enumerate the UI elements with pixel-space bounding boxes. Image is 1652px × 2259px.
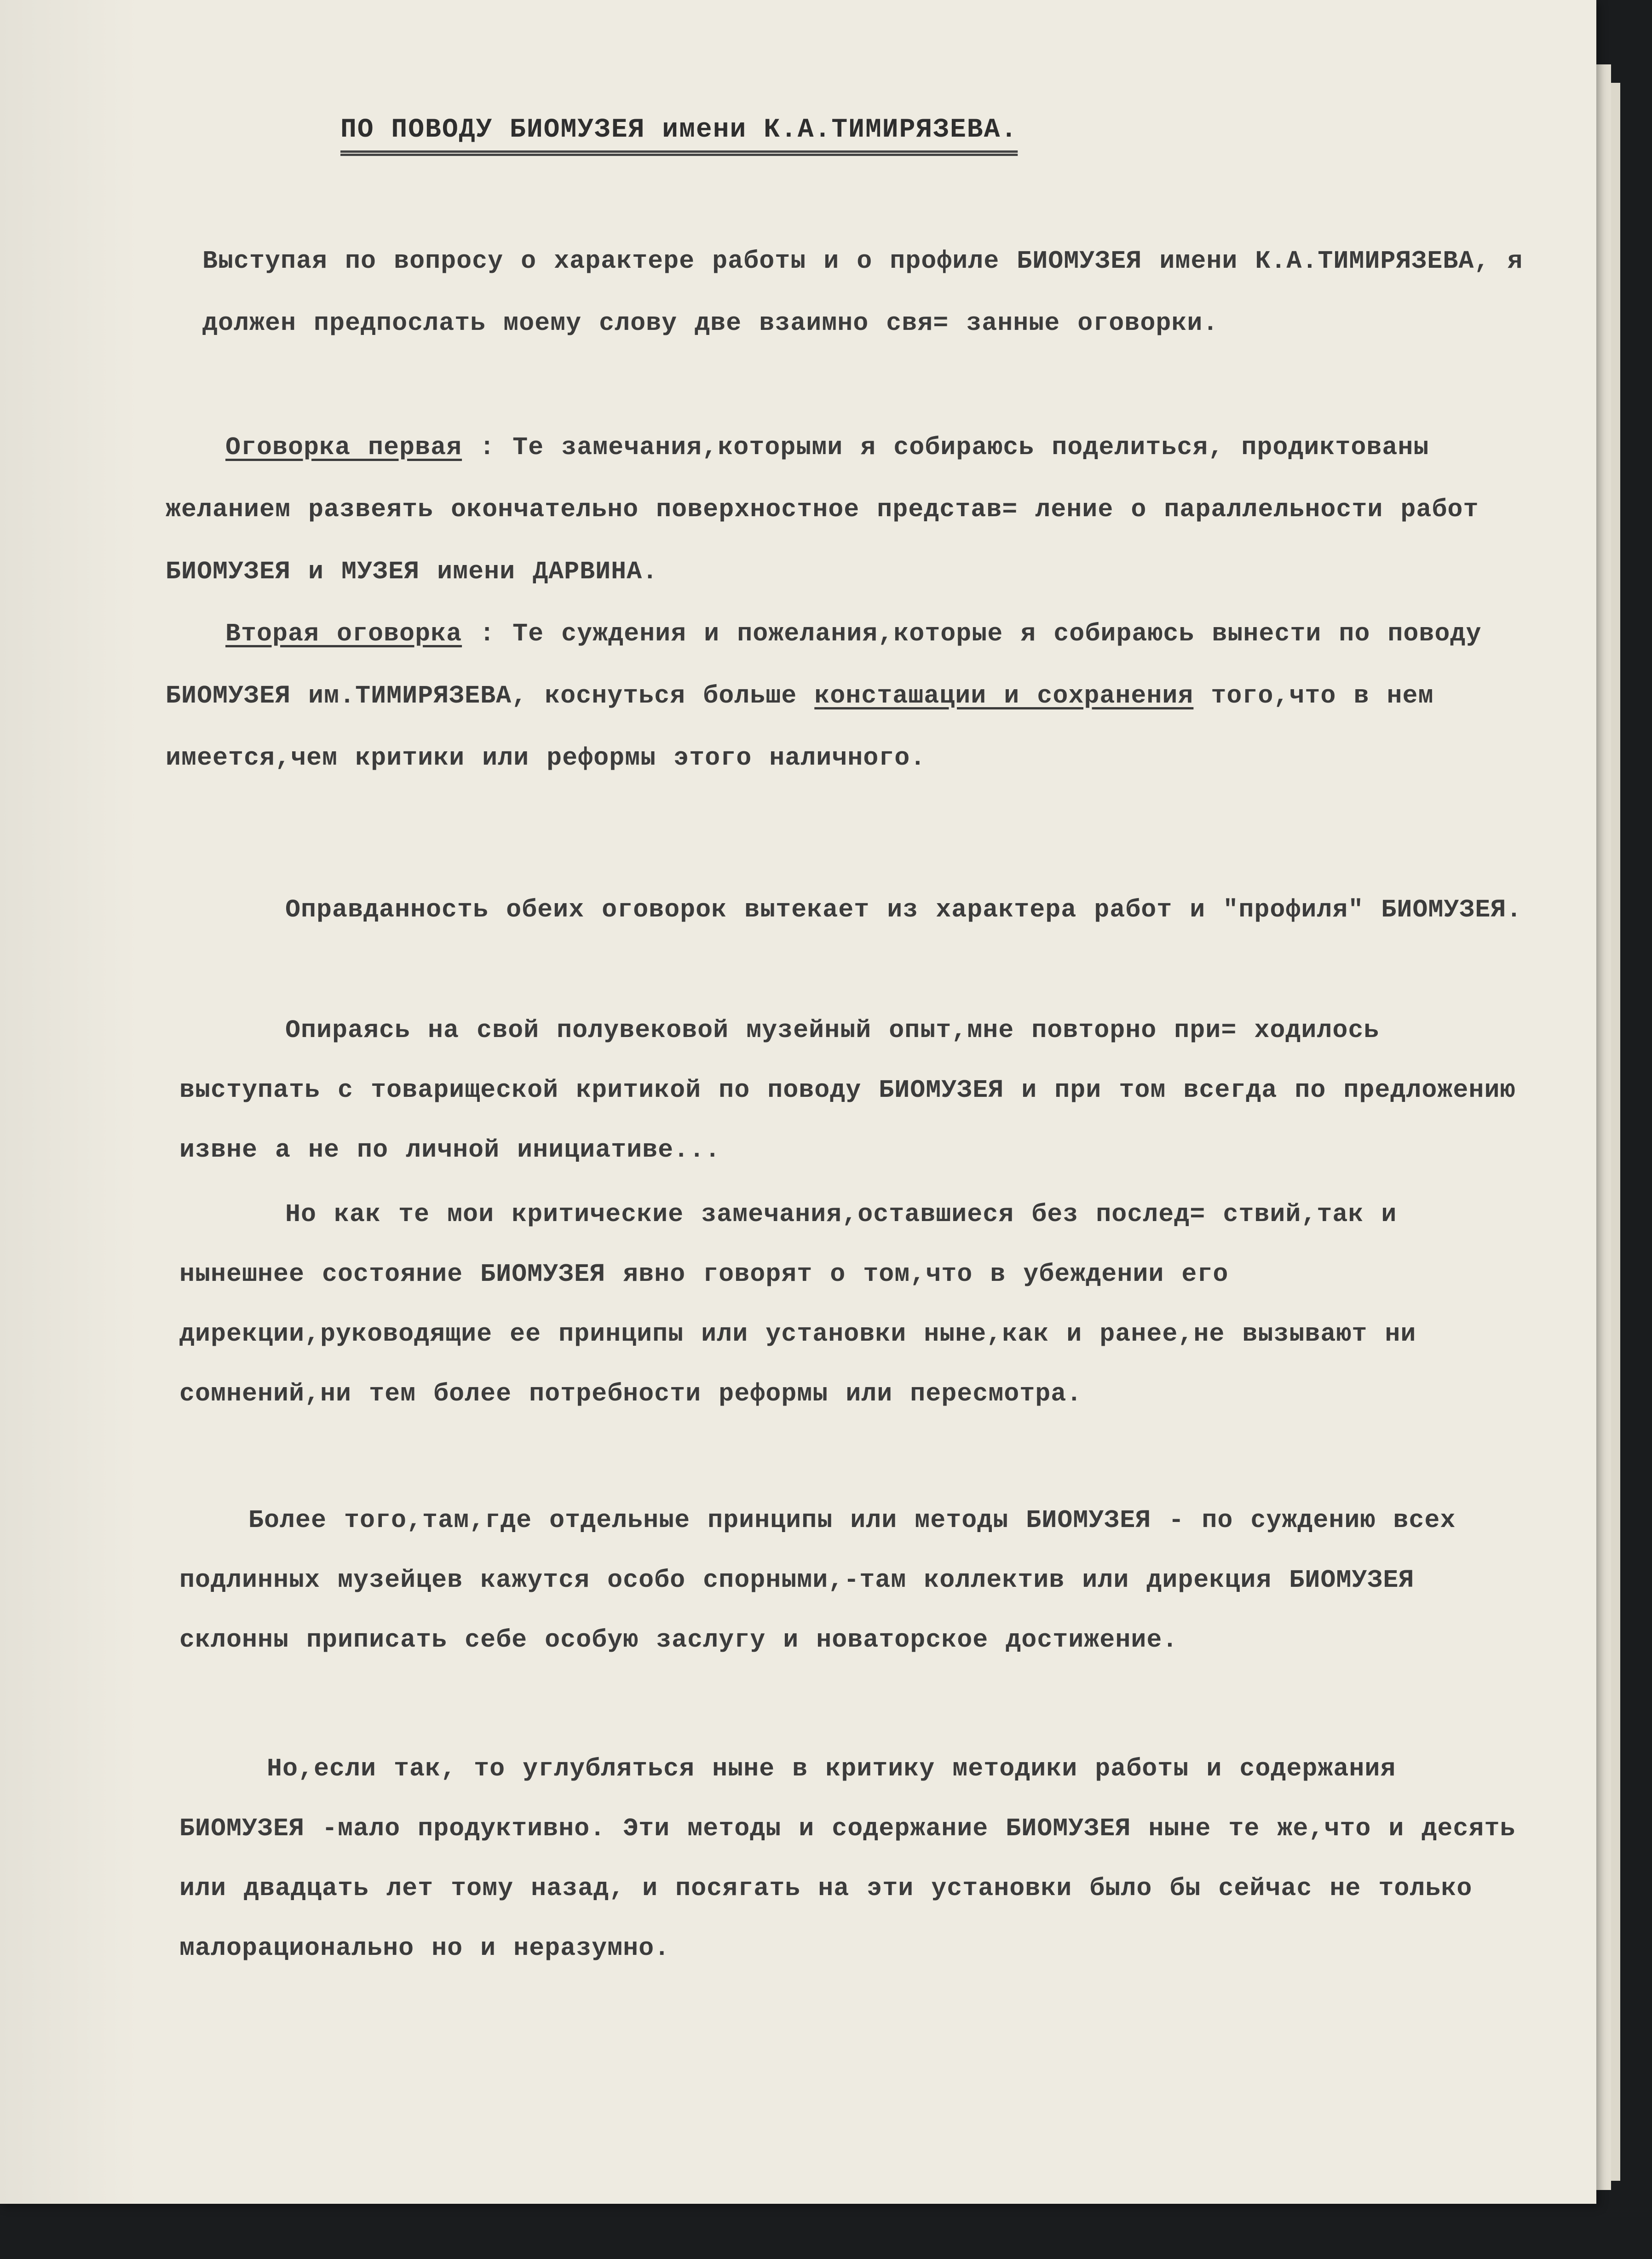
paragraph-3 (166, 603, 1537, 789)
paragraph-6: Но как те мои критические замечания,оставшиеся без послед= ствий,так и нынешнее состояние БИОМУЗЕЯ явно говорят о том,что в убеждении его дирекции,руководящие ее принципы или установки ныне,как и ранее,не вызывают ни сомнений,ни тем более потребности реформы или пересмотра. (179, 1200, 1416, 1408)
underlined-phrase: консташации и сохранения (814, 681, 1194, 710)
paragraph-1: Выступая по вопросу о характере работы и о профиле БИОМУЗЕЯ имени К.А.ТИМИРЯЗЕВА, я должен предпослать моему слову две взаимно свя= занные оговорки. (202, 247, 1523, 338)
paragraph-7: Более того,там,где отдельные принципы или методы БИОМУЗЕЯ - по суждению всех подлинных музейцев кажутся особо спорными,-там коллектив или дирекция БИОМУЗЕЯ склонны приписать себе особую заслугу и новаторское достижение. (179, 1506, 1456, 1654)
paragraph-text: : Те замечания,которыми я собираюсь поделиться, продиктованы желанием развеять окончательно поверхностное представ= ление о параллельности работ БИОМУЗЕЯ и МУЗЕЯ имени ДАРВИНА. (166, 433, 1479, 586)
underlined-phrase: Оговорка первая (225, 433, 462, 462)
paragraph-text: : Те суждения и пожелания,которые я собираюсь вынести по поводу БИОМУЗЕЯ им.ТИМИРЯЗЕВА, коснуться больше (166, 619, 1482, 710)
binding-margin (0, 0, 138, 2204)
paragraph-5: Опираясь на свой полувековой музейный опыт,мне повторно при= ходилось выступать с товарищеской критикой по поводу БИОМУЗЕЯ и при том всегда по предложению извне а не по личной инициативе... (179, 1016, 1516, 1164)
paragraph-8: Но,если так, то углубляться ныне в критику методики работы и содержания БИОМУЗЕЯ -мало продуктивно. Эти методы и содержание БИОМУЗЕЯ ныне те же,что и десять или двадцать лет тому назад, и посягать на эти установки было бы сейчас не только малорационально но и неразумно. (179, 1754, 1516, 1963)
paragraph-2 (166, 416, 1537, 603)
paragraph-text: того,что в нем имеется,чем критики или реформы этого наличного. (166, 681, 1434, 772)
paragraph-4: Оправданность обеих оговорок вытекает из характера работ и "профиля" БИОМУЗЕЯ. (285, 895, 1522, 924)
document-title: ПО ПОВОДУ БИОМУЗЕЯ имени К.А.ТИМИРЯЗЕВА. (340, 115, 1018, 145)
underlined-phrase: Вторая оговорка (225, 619, 462, 648)
